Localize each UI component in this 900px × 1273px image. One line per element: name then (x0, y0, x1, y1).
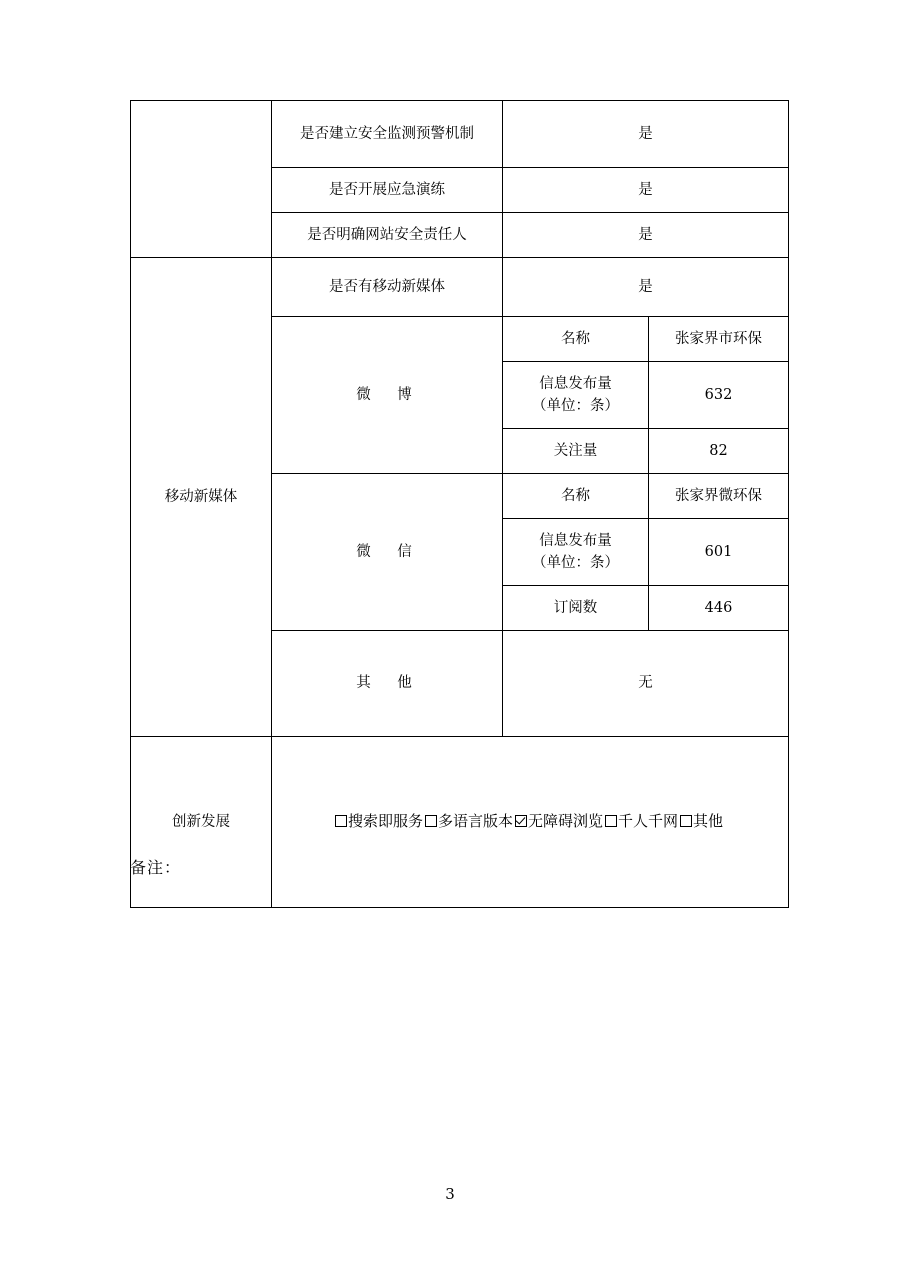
weibo-publish-count-key-line2: （单位：条） (532, 398, 619, 414)
weibo-label: 微 博 (272, 317, 503, 474)
weixin-publish-count-key-line2: （单位：条） (532, 555, 619, 571)
has-mobile-media-answer: 是 (503, 258, 789, 317)
weibo-name-value: 张家界市环保 (649, 317, 789, 362)
innovation-checkbox-group (276, 810, 784, 833)
weixin-publish-count-key-line1: 信息发布量 (539, 532, 612, 549)
has-mobile-media-question: 是否有移动新媒体 (272, 258, 503, 317)
weixin-name-value: 张家界微环保 (649, 474, 789, 519)
page-number: 3 (445, 1185, 455, 1203)
checkbox-label-personalized-web: 千人千网 (618, 812, 679, 831)
innovation-options-cell (272, 737, 789, 908)
weixin-subscribers-value: 446 (649, 586, 789, 631)
weibo-name-key: 名称 (503, 317, 649, 362)
weixin-label: 微 信 (272, 474, 503, 631)
checkbox-personalized-web[interactable] (605, 815, 617, 827)
checkbox-search-as-service[interactable] (335, 815, 347, 827)
innovation-label: 创新发展 (131, 737, 272, 908)
other-media-value: 无 (503, 631, 789, 737)
weixin-name-key: 名称 (503, 474, 649, 519)
other-media-label: 其 他 (272, 631, 503, 737)
security-answer-1: 是 (503, 101, 789, 168)
table-row (131, 258, 789, 317)
mobile-media-section-label: 移动新媒体 (131, 258, 272, 737)
weixin-subscribers-key: 订阅数 (503, 586, 649, 631)
remark-label: 备注： (130, 858, 182, 877)
security-answer-3: 是 (503, 213, 789, 258)
checkbox-label-accessibility: 无障碍浏览 (527, 812, 603, 831)
checkbox-label-search-as-service: 搜索即服务 (347, 812, 423, 831)
checkbox-multilanguage[interactable] (425, 815, 437, 827)
checkbox-other[interactable] (680, 815, 692, 827)
weixin-publish-count-value: 601 (649, 519, 789, 586)
weibo-followers-key: 关注量 (503, 429, 649, 474)
weibo-publish-count-value: 632 (649, 362, 789, 429)
weixin-publish-count-key (503, 519, 649, 586)
weibo-followers-value: 82 (649, 429, 789, 474)
table-row (131, 101, 789, 168)
security-question-3: 是否明确网站安全责任人 (272, 213, 503, 258)
table-row (131, 737, 789, 908)
annual-report-table (130, 100, 789, 908)
security-answer-2: 是 (503, 168, 789, 213)
weibo-publish-count-key-line1: 信息发布量 (539, 375, 612, 392)
checkbox-label-other: 其他 (693, 812, 724, 831)
checkbox-accessibility[interactable] (515, 815, 527, 827)
security-question-2: 是否开展应急演练 (272, 168, 503, 213)
checkbox-label-multilanguage: 多语言版本 (437, 812, 513, 831)
security-section-blank-cell (131, 101, 272, 258)
security-question-1: 是否建立安全监测预警机制 (272, 101, 503, 168)
weibo-publish-count-key (503, 362, 649, 429)
